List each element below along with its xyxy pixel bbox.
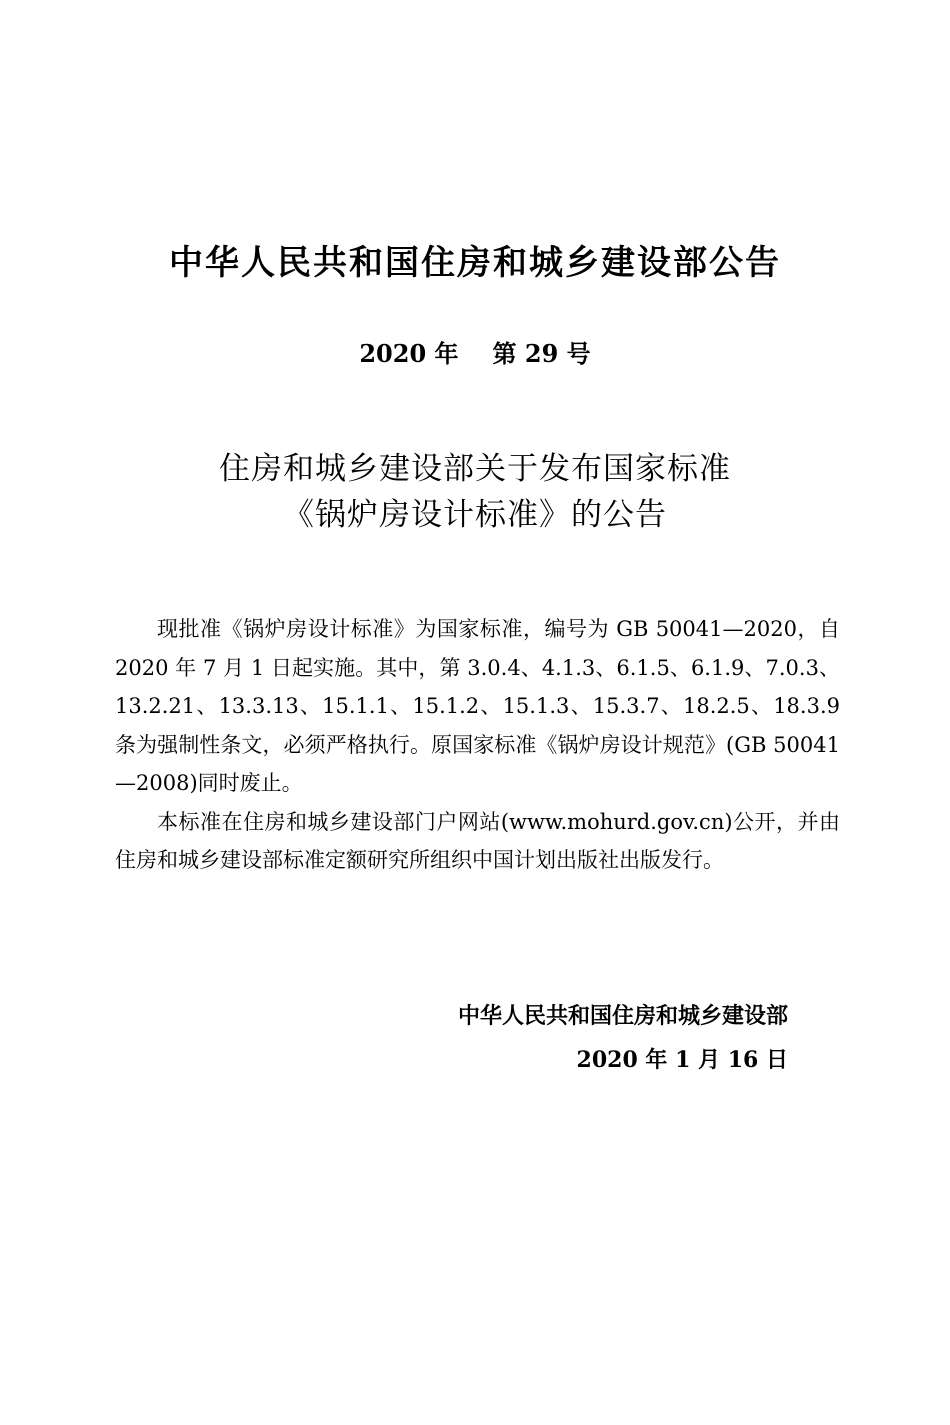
issue-year: 2020 年 (359, 339, 459, 368)
announcement-title (0, 446, 950, 538)
signature-block (458, 996, 788, 1081)
issue-date: 2020 年 1 月 16 日 (576, 1047, 788, 1073)
title-line-2: 《锅炉房设计标准》的公告 (283, 497, 667, 533)
announcement-heading: 中华人民共和国住房和城乡建设部公告 (169, 243, 781, 283)
issue-number-line (0, 336, 950, 372)
title-line-1: 住房和城乡建设部关于发布国家标准 (219, 451, 731, 487)
issuer-name: 中华人民共和国住房和城乡建设部 (457, 1004, 788, 1029)
body-paragraph-2: 本标准在住房和城乡建设部门户网站(www.mohurd.gov.cn)公开，并由住房和城乡建设部标准定额研究所组织中国计划出版社出版发行。 (115, 809, 840, 872)
issue-number: 第 29 号 (492, 339, 591, 368)
announcement-body (115, 610, 840, 880)
body-paragraph-1: 现批准《锅炉房设计标准》为国家标准，编号为 GB 50041—2020，自 2020 年 7 月 1 日起实施。其中，第 3.0.4、4.1.3、6.1.5、6.1.9、7.0.3、13.2.21、13.3.13、15.1.1、15.1.2、15.1.3、15.3.7、18.2.5、18.3.9 条为强制性条文，必须严格执行。原国家标准《锅炉房设计规范》(GB 50041—2008)同时废止。 (115, 617, 840, 795)
